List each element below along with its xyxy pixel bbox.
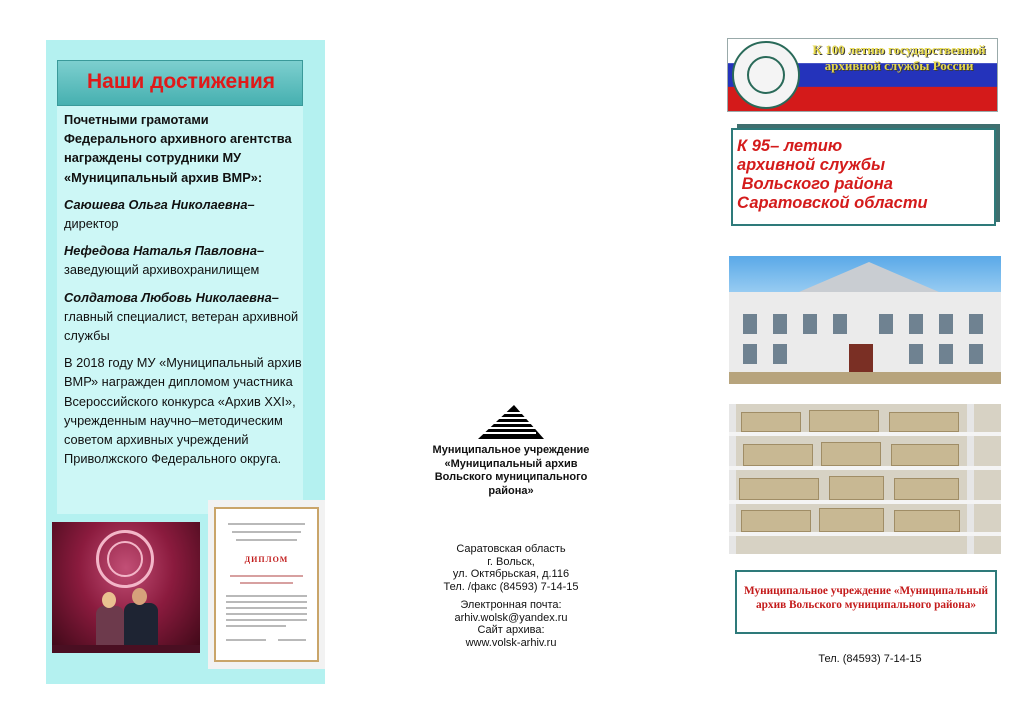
anniversary-line: архивной службы [737,156,886,174]
banner-text: К 100 летию государственной архивной службы России [812,42,986,73]
window [969,344,983,364]
organization-box-text: Муниципальное учреждение «Муниципальный архив Вольского муниципального района» [743,585,989,611]
archive-shelves-photo [729,404,1001,554]
diploma-line [278,639,306,641]
intro-paragraph: Почетными грамотами Федерального архивного агентства награждены сотрудники МУ «Муниципальный архив ВМР»: [64,112,292,185]
address-line: г. Вольск, [487,555,535,568]
ground [729,372,1001,384]
shelf [729,532,1001,536]
awardee-dash: – [271,289,279,305]
person-woman-head [102,592,116,608]
email-link[interactable]: arhiv.wolsk@yandex.ru [454,611,568,624]
diploma-line [226,625,286,627]
awardee-name: Солдатова Любовь Николаевна [64,289,272,305]
diploma-line [240,582,293,584]
diploma-line [226,601,307,603]
awardee-role: директор [64,216,119,232]
achievements-heading-box [57,60,303,106]
diploma-image [208,500,325,669]
awardee-name: Нефедова Наталья Павловна [64,243,257,259]
awardee-3 [64,288,302,346]
archive-building-photo [729,256,1001,384]
anniversary-title [737,137,987,213]
shelf [729,500,1001,504]
window [939,344,953,364]
contacts-block [420,599,602,649]
phone-fax: Тел. /факс (84593) 7-14-15 [443,580,579,593]
organization-box [735,570,997,634]
diploma-line [232,531,301,533]
awardee-role: главный специалист, ветеран архивной службы [64,308,299,344]
anniversary-line: Саратовской области [737,194,928,212]
window [803,314,817,334]
achievements-heading: Наши достижения [87,70,275,93]
archive-box [821,442,881,466]
window [939,314,953,334]
window [969,314,983,334]
archive-box [741,412,801,432]
awardee-2 [64,241,302,279]
archive-box [739,478,819,500]
anniversary-line: Вольского района [737,175,893,193]
archive-logo-icon [478,405,544,439]
achievements-text [64,110,302,476]
archive-box [894,478,959,500]
person-man-head [132,588,147,605]
diploma-line [226,613,307,615]
website-link[interactable]: www.volsk-arhiv.ru [465,636,557,649]
emblem-inner [107,541,143,577]
window [909,344,923,364]
address-block [420,543,602,593]
summary-paragraph: В 2018 году МУ «Муниципальный архив ВМР» награжден дипломом участника Всероссийского конкурса «Архив XXI», учрежденным научно–методическим советом архивных учреждений Приволжского Федерального округа. [64,355,302,467]
diploma-line [226,619,307,621]
diploma-title: ДИПЛОМ [244,555,289,564]
archive-box [889,412,959,432]
shelf [729,466,1001,470]
archive-seal-inner [747,56,785,94]
email-label: Электронная почта: [460,599,562,611]
window [743,344,757,364]
awardee-1 [64,195,302,233]
address-line: Саратовская область [456,543,566,555]
achievements-content [57,106,303,514]
diploma-line [226,595,307,597]
window [773,314,787,334]
archive-seal-icon [732,41,800,109]
anniversary-line: К 95– летию [737,137,843,155]
building-roof [799,262,939,292]
archive-box [894,510,960,532]
window [743,314,757,334]
window [773,344,787,364]
archive-box [829,476,884,500]
diploma-line [230,575,303,577]
archive-box [819,508,884,532]
awardee-dash: – [256,243,265,259]
archive-box [809,410,879,432]
diploma-line [226,639,266,641]
award-ceremony-photo [52,522,200,653]
awardee-name: Саюшева Ольга Николаевна [64,196,248,212]
stage [52,645,200,653]
centenary-banner [727,38,998,112]
awardee-dash: – [247,196,255,212]
archive-box [741,510,811,532]
shelf [729,432,1001,436]
diploma-line [228,523,305,525]
building-door [849,344,873,372]
archive-box [891,444,959,466]
awardee-role: заведующий архивохранилищем [64,262,260,278]
diploma-line [226,607,307,609]
address-line: ул. Октябрьская, д.116 [452,568,570,580]
archive-box [743,444,813,466]
window [909,314,923,334]
window [833,314,847,334]
diploma-line [236,539,297,541]
phone-number: Тел. (84593) 7-14-15 [818,653,922,665]
website-label: Сайт архива: [477,624,545,636]
window [879,314,893,334]
diploma-frame [214,507,319,662]
organization-name: Муниципальное учреждение «Муниципальный архив Вольского муниципального района» [432,444,590,497]
